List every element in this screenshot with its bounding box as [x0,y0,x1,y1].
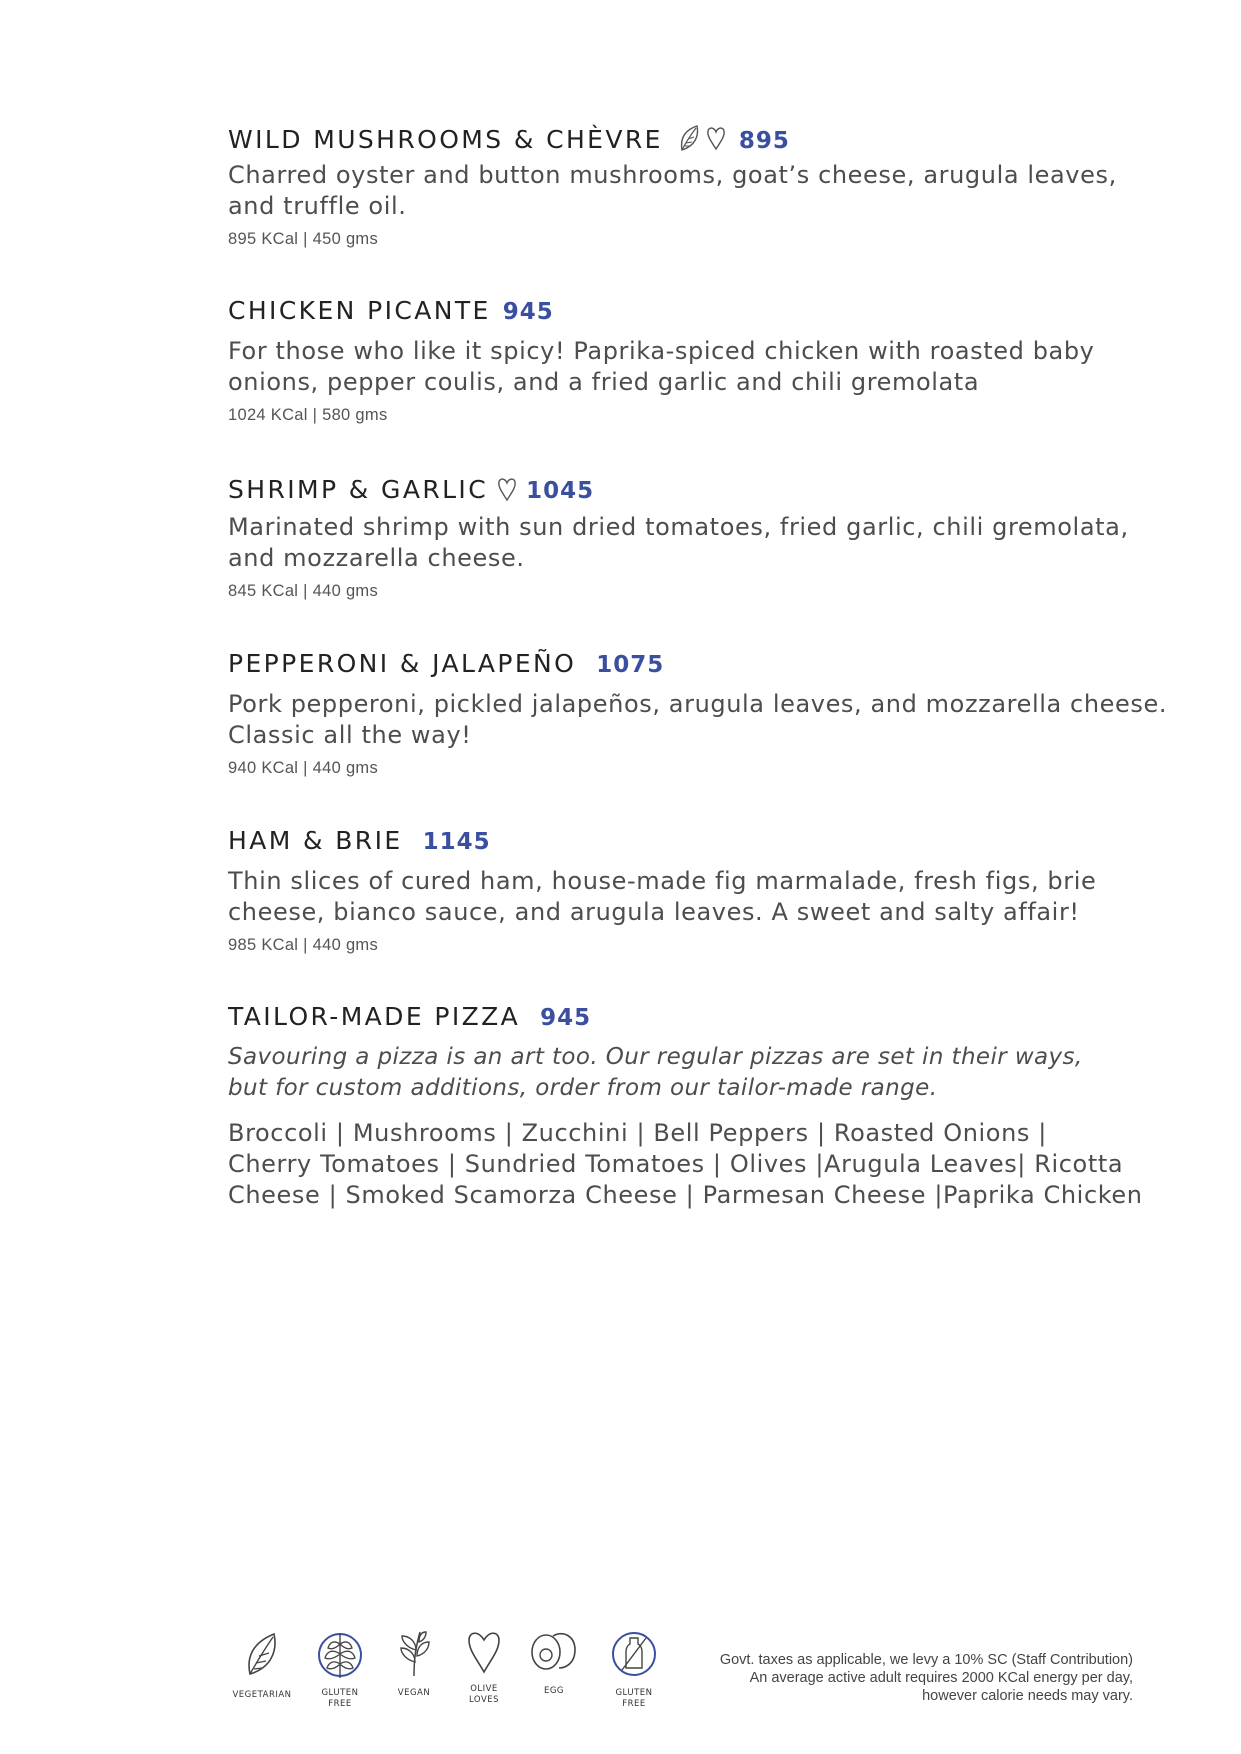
item-nutrition: 1024 KCal | 580 gms [228,406,388,424]
item-header [228,1002,1143,1042]
item-price: 1075 [596,652,665,678]
olive-loves-heart-icon [496,476,518,502]
addon-line: Broccoli | Mushrooms | Zucchini | Bell Peppers | Roasted Onions | [228,1119,1047,1147]
vegetarian-icon [240,1628,284,1678]
legend-label: VEGAN [397,1688,431,1698]
footnote [673,1651,1133,1705]
item-name: PEPPERONI & JALAPEÑO [228,649,577,678]
item-price: 1045 [526,478,595,504]
legend-label: GLUTEN FREE [321,1688,359,1709]
item-description-line: Charred oyster and button mushrooms, goat’s cheese, arugula leaves, [228,161,1117,189]
item-nutrition: 985 KCal | 440 gms [228,936,379,954]
menu-item-pepperoni-jalapeno [228,649,1167,778]
diet-marks [677,124,727,152]
tailor-tagline-line: but for custom additions, order from our tailor-made range. [228,1075,938,1101]
tailor-tagline-line: Savouring a pizza is an art too. Our regular pizzas are set in their ways, [228,1044,1083,1070]
item-header [228,472,1129,512]
menu-item-tailor-made [228,1002,1143,1211]
item-description-line: Pork pepperoni, pickled jalapeños, arugula leaves, and mozzarella cheese. [228,690,1168,718]
item-header [228,120,1117,160]
item-description-line: and mozzarella cheese. [228,544,525,572]
item-price: 945 [540,1005,592,1031]
footnote-line: Govt. taxes as applicable, we levy a 10% SC (Staff Contribution) [719,1652,1133,1668]
legend-label: OLIVE LOVES [468,1684,500,1705]
menu-item-ham-brie [228,826,1096,955]
item-description-line: onions, pepper coulis, and a fried garlic and chili gremolata [228,368,980,396]
menu-item-wild-mushrooms [228,120,1117,249]
item-description-line: and truffle oil. [228,192,407,220]
item-price: 1145 [422,829,491,855]
menu-item-chicken-picante [228,296,1094,425]
item-name: SHRIMP & GARLIC [228,475,489,504]
item-header [228,296,1094,336]
item-nutrition: 895 KCal | 450 gms [228,230,379,248]
item-header [228,826,1096,866]
item-name: CHICKEN PICANTE [228,296,491,325]
item-description-line: Thin slices of cured ham, house-made fig marmalade, fresh figs, brie [228,867,1097,895]
item-nutrition: 845 KCal | 440 gms [228,582,379,600]
legend-label: EGG [543,1686,565,1696]
legend-vegan [374,1628,454,1699]
vegetarian-leaf-icon [677,124,703,152]
addon-line: Cheese | Smoked Scamorza Cheese | Parmesan Cheese |Paprika Chicken [228,1181,1143,1209]
legend-gluten-free-grain [300,1628,380,1710]
item-nutrition: 940 KCal | 440 gms [228,759,379,777]
gluten-free-grain-icon [316,1628,364,1682]
addon-line: Cherry Tomatoes | Sundried Tomatoes | Olives |Arugula Leaves| Ricotta [228,1150,1124,1178]
egg-icon [529,1628,579,1672]
vegan-sprout-icon [394,1628,434,1678]
gluten-free-bottle-icon [610,1628,658,1680]
item-header [228,649,1167,689]
footnote-line: An average active adult requires 2000 KCal energy per day, [749,1670,1133,1686]
legend-egg [514,1628,594,1697]
legend-gluten-free-bottle [594,1628,674,1710]
legend-vegetarian [222,1628,302,1701]
item-description-line: Marinated shrimp with sun dried tomatoes, fried garlic, chili gremolata, [228,513,1129,541]
item-description-line: For those who like it spicy! Paprika-spiced chicken with roasted baby [228,337,1095,365]
menu-item-shrimp-garlic [228,472,1129,601]
item-price: 945 [502,299,554,325]
olive-loves-heart-icon [705,125,727,151]
legend-olive-loves [444,1628,524,1706]
item-name: WILD MUSHROOMS & CHÈVRE [228,125,663,154]
legend-label: GLUTEN FREE [615,1688,653,1709]
diet-marks [496,476,518,502]
item-name: HAM & BRIE [228,826,403,855]
item-price: 895 [738,128,790,154]
item-description-line: Classic all the way! [228,721,472,749]
item-description-line: cheese, bianco sauce, and arugula leaves. A sweet and salty affair! [228,898,1080,926]
footnote-line: however calorie needs may vary. [922,1688,1133,1704]
olive-loves-heart-icon [466,1628,502,1674]
item-name: TAILOR-MADE PIZZA [228,1002,521,1031]
legend-label: VEGETARIAN [232,1690,292,1700]
